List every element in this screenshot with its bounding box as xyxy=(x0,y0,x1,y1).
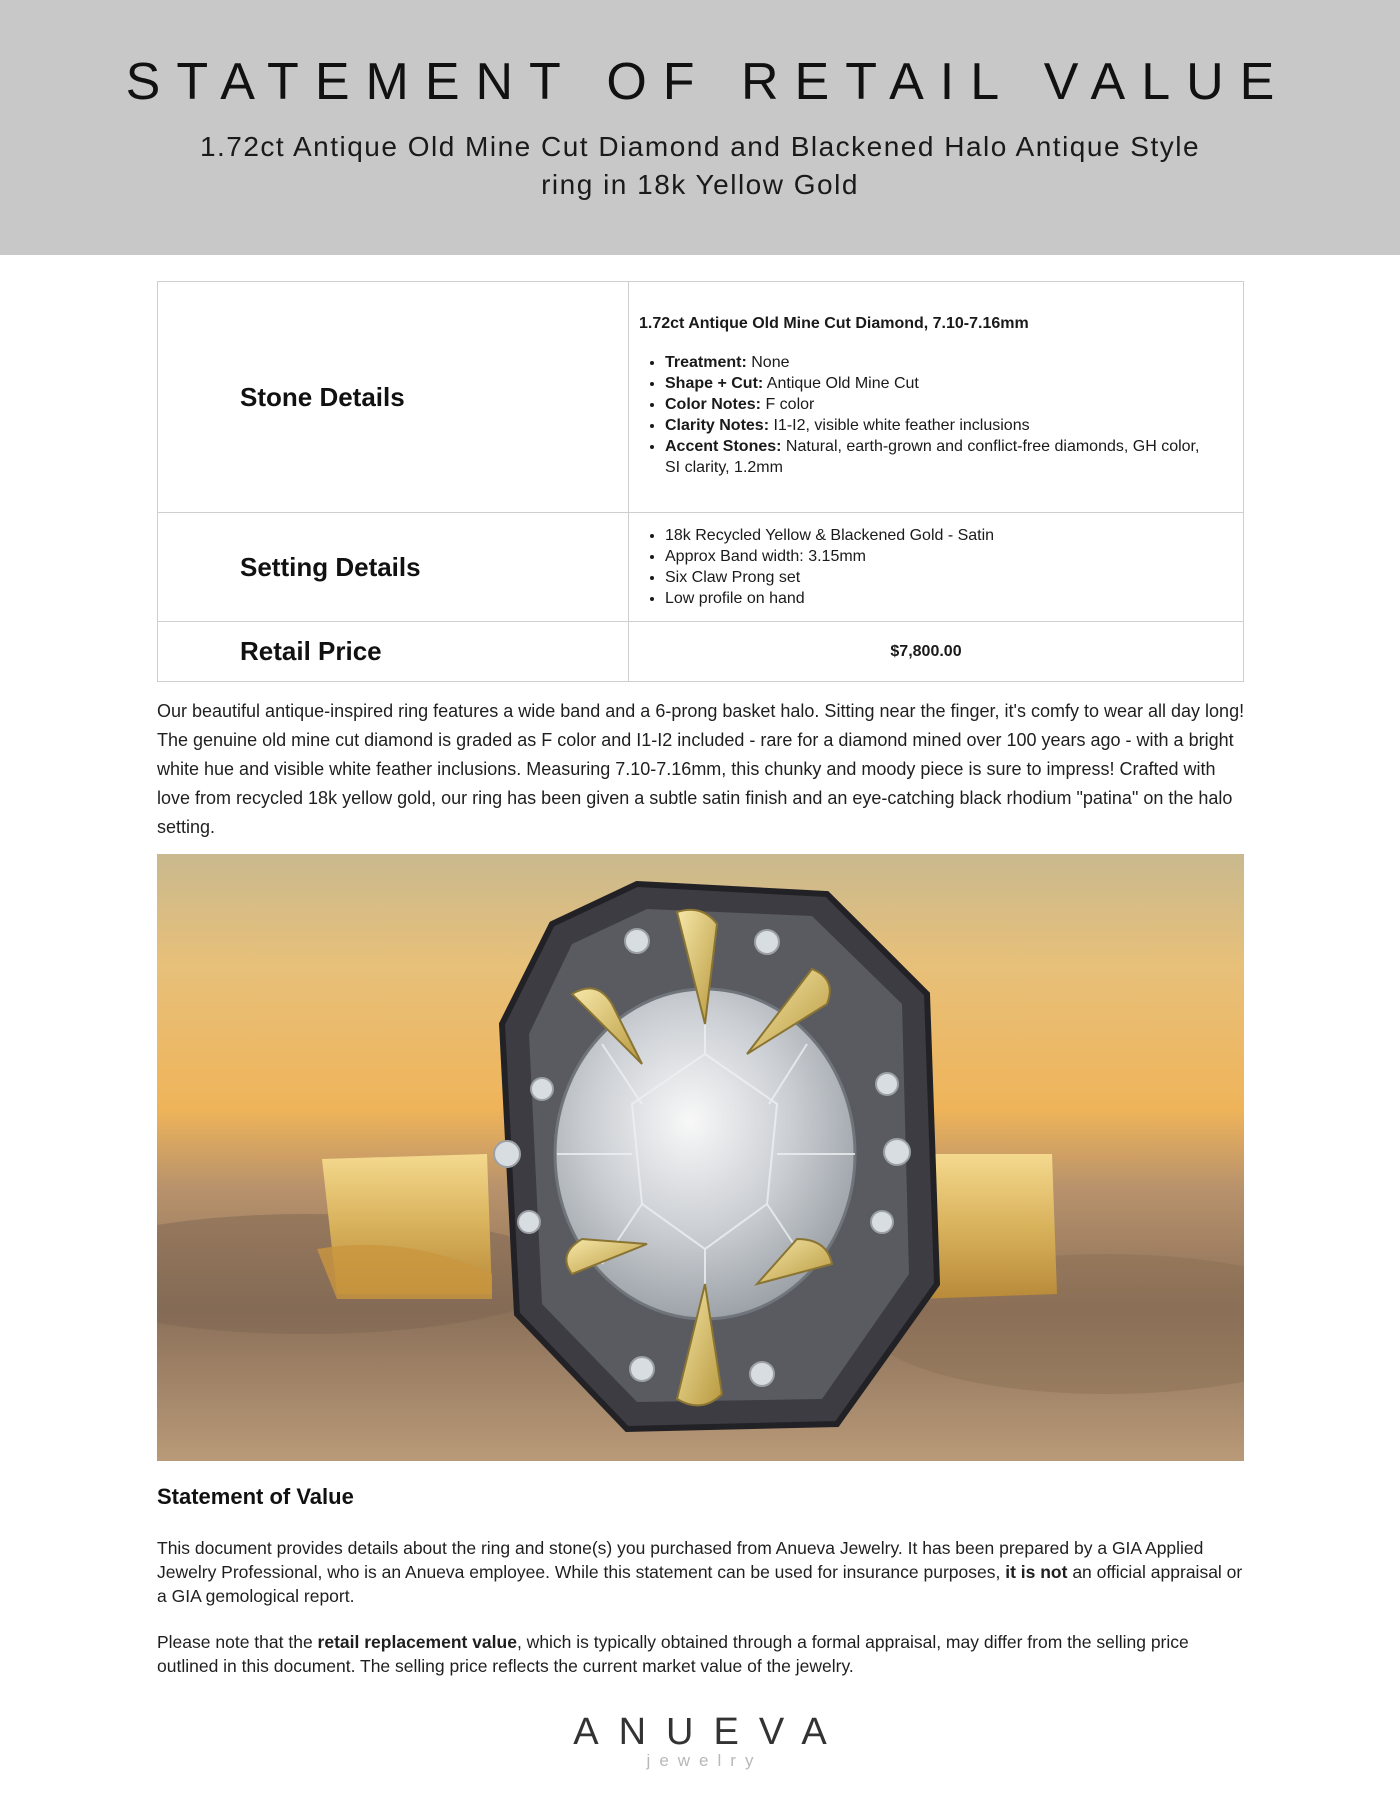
statement-text: This document provides details about the ring and stone(s) you purchased from Anueva Jewelry. It has been prepared by a GIA Applied Jewelry Professional, who is an Anueva employee. While this statement can be used for insurance purposes, xyxy=(157,1538,1204,1582)
list-item: • Six Claw Prong set xyxy=(665,567,1213,588)
list-item xyxy=(665,394,1213,415)
setting-list xyxy=(639,525,1213,609)
product-description: Our beautiful antique-inspired ring features a wide band and a 6-prong basket halo. Sitting near the finger, it's comfy to wear all day long! The genuine old mine cut diamond is graded as F color and I1-I2 included - rare for a diamond mined over 100 years ago - with a bright white hue and visible white feather inclusions. Measuring 7.10-7.16mm, this chunky and moody piece is sure to impress! Crafted with love from recycled 18k yellow gold, our ring has been given a subtle satin finish and an eye-catching black rhodium "patina" on the halo setting. xyxy=(157,701,1245,837)
list-item xyxy=(665,436,1213,478)
logo-wordmark: ANUEVA xyxy=(573,1711,847,1753)
statement-text: an official appraisal or a GIA gemological report. xyxy=(157,1562,1243,1606)
setting-details-label: Setting Details xyxy=(240,551,421,582)
spec-value: Natural, earth-grown and conflict-free diamonds, GH color, SI clarity, 1.2mm xyxy=(665,437,1200,476)
list-item: • Approx Band width: 3.15mm xyxy=(665,546,1213,567)
stone-details-value-cell xyxy=(629,282,1244,513)
retail-price-value: $7,800.00 xyxy=(629,622,1244,682)
retail-price-label-cell xyxy=(158,622,629,682)
spec-key: Color Notes: xyxy=(665,395,761,413)
list-item xyxy=(665,415,1213,436)
spec-key: Clarity Notes: xyxy=(665,416,770,434)
header-banner xyxy=(0,0,1400,255)
statement-emphasis: it is not xyxy=(1005,1562,1068,1582)
statement-paragraph-2 xyxy=(157,1630,1249,1678)
stone-heading: 1.72ct Antique Old Mine Cut Diamond, 7.10-7.16mm xyxy=(639,314,1029,332)
retail-price-row xyxy=(158,622,1244,682)
spec-value: Antique Old Mine Cut xyxy=(763,374,919,392)
ring-photo xyxy=(157,854,1244,1461)
spec-key: Accent Stones: xyxy=(665,437,782,455)
stone-details-label-cell xyxy=(158,282,629,513)
spec-key: Treatment: xyxy=(665,353,747,371)
ring-illustration xyxy=(157,854,1244,1461)
details-table xyxy=(157,281,1244,682)
statement-paragraph-1 xyxy=(157,1536,1249,1608)
list-item: • 18k Recycled Yellow & Blackened Gold - Satin xyxy=(665,525,1213,546)
spec-value: None xyxy=(746,353,790,371)
statement-heading: Statement of Value xyxy=(157,1484,354,1509)
stone-details-label: Stone Details xyxy=(240,381,405,412)
list-item xyxy=(665,352,1213,373)
page-title: STATEMENT OF RETAIL VALUE xyxy=(125,53,1291,111)
anueva-logo xyxy=(500,1712,900,1770)
statement-text: Please note that the xyxy=(157,1632,318,1652)
logo-subtitle: jewelry xyxy=(646,1751,763,1770)
list-item: • Low profile on hand xyxy=(665,588,1213,609)
setting-details-value-cell xyxy=(629,513,1244,622)
setting-details-label-cell xyxy=(158,513,629,622)
list-item xyxy=(665,373,1213,394)
setting-details-row xyxy=(158,513,1244,622)
stone-details-row xyxy=(158,282,1244,513)
statement-emphasis: retail replacement value xyxy=(317,1632,517,1652)
spec-key: Shape + Cut: xyxy=(665,374,764,392)
retail-price-label: Retail Price xyxy=(240,636,382,666)
statement-text: , which is typically obtained through a formal appraisal, may differ from the selling price outlined in this document. The selling price reflects the current market value of the jewelry. xyxy=(157,1632,1189,1676)
spec-value: F color xyxy=(761,395,815,413)
spec-value: I1-I2, visible white feather inclusions xyxy=(769,416,1030,434)
product-subtitle: 1.72ct Antique Old Mine Cut Diamond and Blackened Halo Antique Style ring in 18k Yellow Gold xyxy=(199,131,1201,200)
stone-spec-list xyxy=(639,352,1213,478)
